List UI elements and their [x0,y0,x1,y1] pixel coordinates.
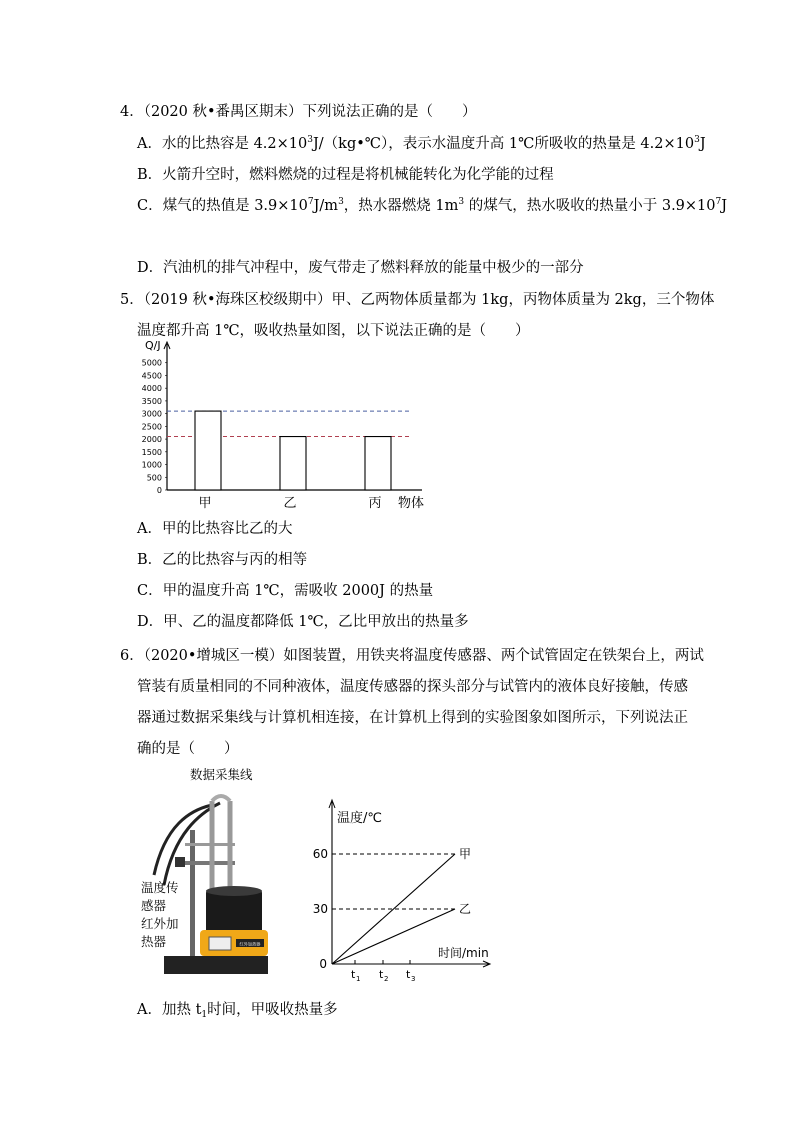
q4-option-c: C．煤气的热值是 $3.9\times 10^7J/m^3$，热水器燃烧 $1m^3$ 的煤气，热水吸收的热量小于 $3.9\times 10^7J$ [137,197,728,214]
y-tick-label: 2000 [141,435,162,445]
y-axis-label: 温度/℃ [337,811,382,826]
sensor-label-1: 温度传 [141,880,179,895]
x-category-label: 甲 [198,496,212,511]
q4-stem: 4．（2020 秋•番禺区期末）下列说法正确的是（ ） [120,104,477,120]
heat-bar-chart [120,340,440,515]
bar [195,411,221,490]
series-label: 乙 [459,902,472,916]
q5-stem-line2: 温度都升高 1℃，吸收热量如图，以下说法正确的是（ ） [137,323,530,339]
y-tick-label: 5000 [141,358,162,368]
y-tick-label: 1000 [141,460,162,470]
series-line [332,854,455,964]
x-tick-subscript: 3 [411,975,416,983]
x-tick-label: t [379,968,384,981]
heater-label-1: 红外加 [141,916,179,931]
y-tick-label: 3500 [141,396,162,406]
x-axis-label: 时间/min [438,946,489,960]
y-tick-label: 2500 [141,422,162,432]
series-label: 甲 [459,847,472,861]
q5-option-a: A．甲的比热容比乙的大 [137,521,293,537]
sensor-label-2: 感器 [141,898,167,913]
apparatus-illustration [130,765,290,985]
q6-option-a: A．加热 $t_1$时间，甲吸收热量多 [137,1002,338,1020]
cable-label: 数据采集线 [190,767,253,782]
q4-option-a: A．水的比热容是 $4.2\times 10^3J/(kg•℃)$，表示水温度升高 1℃所吸收的热量是 $4.2\times 10^3J$ [137,135,706,152]
q4-option-b: B．火箭升空时，燃料燃烧的过程是将机械能转化为化学能的过程 [137,167,554,183]
y-tick-label: 1500 [141,447,162,457]
y-tick-label: 500 [146,473,162,483]
q6-stem-line3: 器通过数据采集线与计算机相连接，在计算机上得到的实验图象如图所示，下列说法正 [137,710,688,726]
x-category-label: 乙 [283,496,297,511]
q4-option-d: D．汽油机的排气冲程中，废气带走了燃料释放的能量中极少的一部分 [137,260,584,276]
q6-stem-line1: 6．（2020•增城区一模）如图装置，用铁夹将温度传感器、两个试管固定在铁架台上，两试 [120,648,704,664]
q6-stem-line2: 管装有质量相同的不同种液体，温度传感器的探头部分与试管内的液体良好接触，传感 [137,679,688,695]
y-tick-label: 60 [312,847,328,861]
y-tick-label: 4500 [141,371,162,381]
y-tick-label: 30 [312,902,328,916]
q5-stem-line1: 5．（2019 秋•海珠区校级期中）甲、乙两物体质量都为 1kg，丙物体质量为 2kg，三个物体 [120,292,715,308]
y-tick-label: 4000 [141,384,162,394]
x-category-label: 丙 [368,496,382,511]
origin-label: 0 [319,957,327,971]
temperature-time-chart [305,790,505,990]
x-tick-subscript: 1 [356,975,361,983]
bar [280,437,306,490]
y-tick-label: 0 [156,486,162,495]
x-tick-label: t [406,968,411,981]
q6-stem-line4: 确的是（ ） [137,741,239,757]
y-tick-label: 3000 [141,409,162,419]
series-line [332,909,455,964]
heater-panel-label: 红外加热器 [239,941,261,947]
bar [365,437,391,490]
q5-option-c: C．甲的温度升高 1℃，需吸收 2000J 的热量 [137,583,434,599]
q5-option-d: D．甲、乙的温度都降低 1℃，乙比甲放出的热量多 [137,614,469,630]
x-tick-subscript: 2 [384,975,389,983]
q5-option-b: B．乙的比热容与丙的相等 [137,552,308,568]
heater-label-2: 热器 [141,934,167,949]
x-axis-label: 物体 [398,496,425,511]
y-axis-label: Q/J [145,340,161,352]
x-tick-label: t [351,968,356,981]
